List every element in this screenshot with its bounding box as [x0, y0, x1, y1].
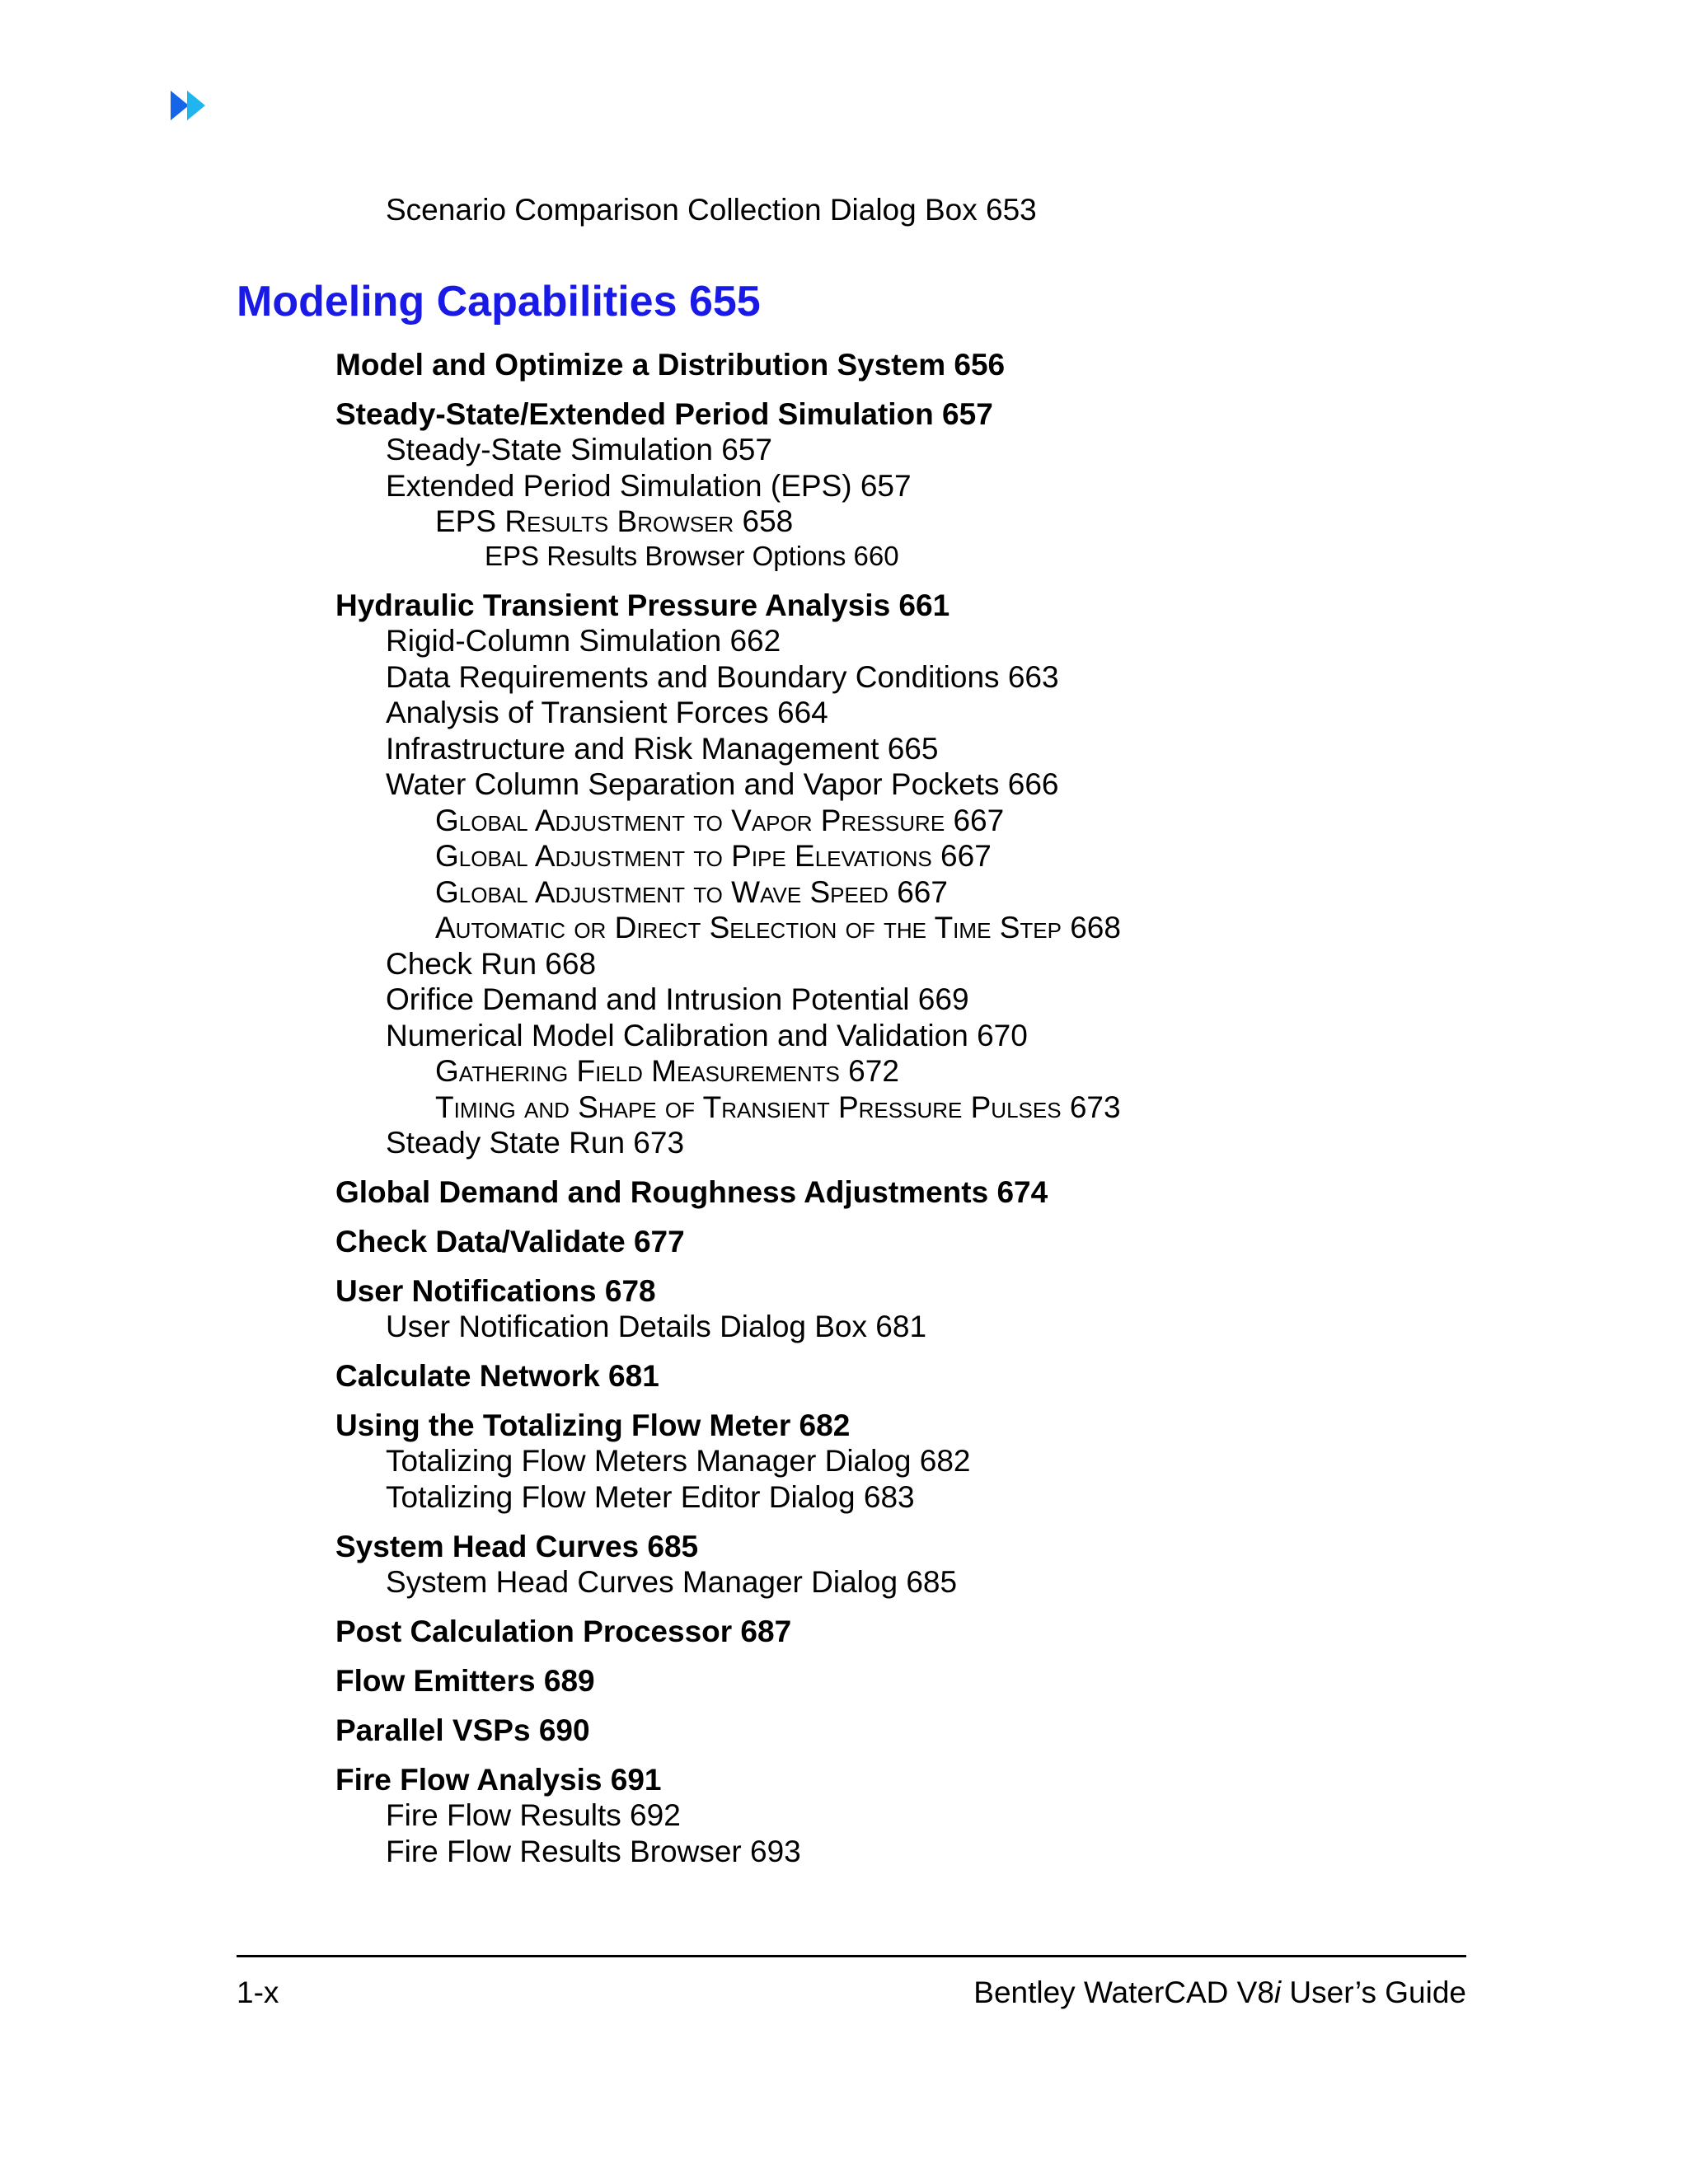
toc-subentry[interactable]: EPS Results Browser 658 [435, 504, 794, 538]
toc-section[interactable]: Using the Totalizing Flow Meter 682 [335, 1408, 851, 1442]
footer-divider [237, 1955, 1466, 1957]
footer-title [973, 1975, 1466, 2010]
footer-title-italic: i [1273, 1975, 1282, 2009]
toc-entry[interactable]: Rigid-Column Simulation 662 [386, 624, 781, 658]
toc-section[interactable]: Hydraulic Transient Pressure Analysis 661 [335, 588, 950, 622]
toc-subsubentry[interactable]: EPS Results Browser Options 660 [485, 541, 899, 571]
toc-entry[interactable]: Extended Period Simulation (EPS) 657 [386, 469, 912, 503]
toc-subentry[interactable]: Global Adjustment to Pipe Elevations 667 [435, 839, 992, 873]
toc-section[interactable]: System Head Curves 685 [335, 1530, 699, 1563]
toc-entry[interactable]: Steady State Run 673 [386, 1126, 685, 1160]
toc-entry[interactable]: User Notification Details Dialog Box 681 [386, 1310, 927, 1343]
toc-entry[interactable]: Orifice Demand and Intrusion Potential 669 [386, 982, 969, 1016]
toc-subentry[interactable]: Timing and Shape of Transient Pressure Pulses 673 [435, 1090, 1121, 1124]
toc-entry[interactable]: Steady-State Simulation 657 [386, 433, 772, 466]
footer-title-main: Bentley WaterCAD V8 [973, 1975, 1274, 2009]
toc-entry[interactable]: Scenario Comparison Collection Dialog Box 653 [386, 193, 1037, 227]
toc-entry[interactable]: Data Requirements and Boundary Conditions 663 [386, 660, 1059, 694]
chapter-heading[interactable]: Modeling Capabilities 655 [237, 278, 761, 326]
toc-section[interactable]: Parallel VSPs 690 [335, 1713, 590, 1747]
toc-entry[interactable]: Check Run 668 [386, 947, 597, 981]
toc-entry[interactable]: Analysis of Transient Forces 664 [386, 696, 828, 729]
toc-entry[interactable]: Fire Flow Results 692 [386, 1798, 681, 1832]
toc-section[interactable]: Flow Emitters 689 [335, 1664, 595, 1698]
page-number: 1-x [237, 1975, 279, 2009]
toc-entry[interactable]: Totalizing Flow Meters Manager Dialog 682 [386, 1444, 971, 1478]
toc-entry[interactable]: Infrastructure and Risk Management 665 [386, 732, 939, 766]
toc-section[interactable]: Fire Flow Analysis 691 [335, 1763, 662, 1797]
toc-entry[interactable]: Numerical Model Calibration and Validation 670 [386, 1019, 1028, 1052]
toc-entry[interactable]: Fire Flow Results Browser 693 [386, 1835, 801, 1868]
toc-entry[interactable]: Water Column Separation and Vapor Pockets 666 [386, 767, 1059, 801]
toc-entry[interactable]: System Head Curves Manager Dialog 685 [386, 1565, 958, 1599]
toc-section[interactable]: Global Demand and Roughness Adjustments 674 [335, 1175, 1048, 1209]
toc-section[interactable]: Model and Optimize a Distribution System 656 [335, 348, 1006, 382]
toc-subentry[interactable]: Global Adjustment to Wave Speed 667 [435, 875, 948, 909]
toc-subentry[interactable]: Global Adjustment to Vapor Pressure 667 [435, 804, 1005, 837]
toc-section[interactable]: User Notifications 678 [335, 1274, 656, 1308]
toc-subentry[interactable]: Automatic or Direct Selection of the Time Step 668 [435, 911, 1121, 944]
footer-title-suffix: User’s Guide [1281, 1975, 1466, 2009]
toc-section[interactable]: Post Calculation Processor 687 [335, 1615, 792, 1648]
toc-section[interactable]: Calculate Network 681 [335, 1359, 659, 1393]
toc-entry[interactable]: Totalizing Flow Meter Editor Dialog 683 [386, 1480, 915, 1514]
toc-section[interactable]: Steady-State/Extended Period Simulation 657 [335, 397, 993, 431]
toc-subentry[interactable]: Gathering Field Measurements 672 [435, 1054, 899, 1088]
toc-section[interactable]: Check Data/Validate 677 [335, 1225, 685, 1258]
